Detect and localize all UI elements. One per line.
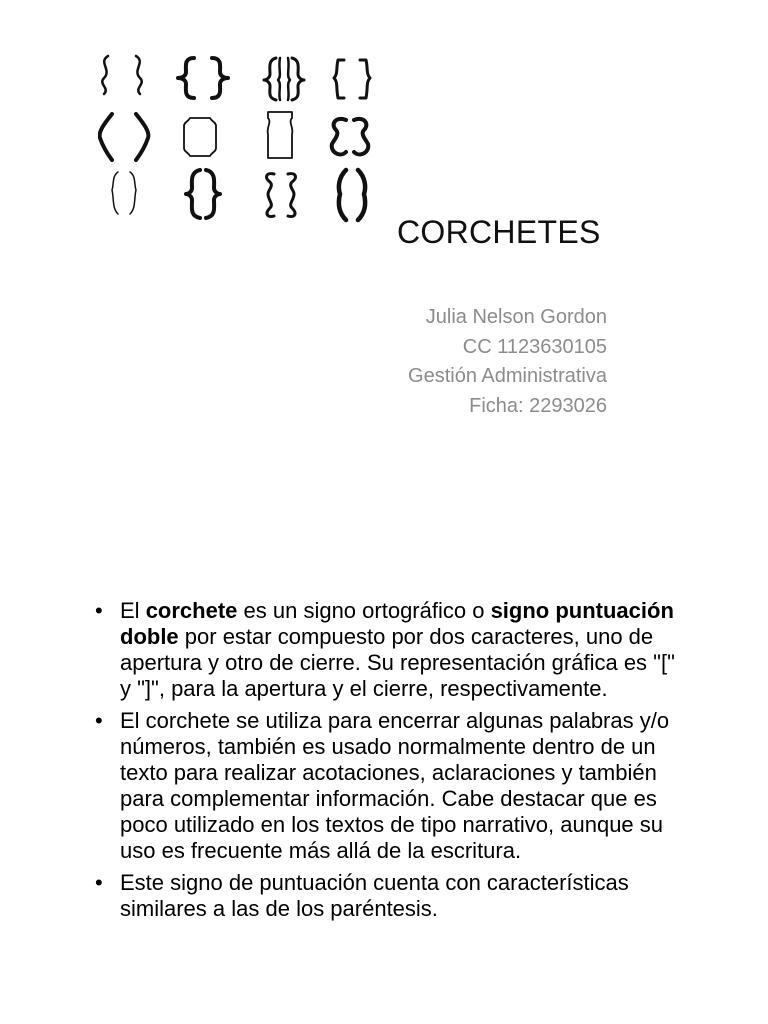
bullet-marker: • xyxy=(95,598,103,623)
bullet-item xyxy=(95,870,685,922)
ornate-bracket-box-icon xyxy=(184,118,216,156)
bullet-marker: • xyxy=(95,708,103,733)
bullet-content xyxy=(95,598,685,928)
curly-brace-close-icon xyxy=(212,58,228,98)
curly-brace-open-icon xyxy=(178,58,194,98)
wavy-bracket-close-icon xyxy=(136,56,142,94)
bold-term: corchete xyxy=(145,598,238,623)
slide-title: CORCHETES xyxy=(397,214,601,250)
bullet-text: Este signo de puntuación cuenta con características similares a las de los paréntesis. xyxy=(120,870,629,921)
angle-bracket-close-icon xyxy=(136,114,148,160)
author-name: Julia Nelson Gordon xyxy=(425,306,607,328)
bullet-list xyxy=(95,598,685,922)
bold-term: signo puntuación doble xyxy=(120,598,674,649)
program-name: Gestión Administrativa xyxy=(408,365,607,387)
bold-brace-close-icon xyxy=(206,170,220,218)
bullet-marker: • xyxy=(95,870,103,895)
scroll-bracket-open-icon xyxy=(332,119,346,155)
bullet-item xyxy=(95,708,685,864)
fancy-bracket-open-icon xyxy=(267,174,274,217)
bullet-text: El xyxy=(120,598,146,623)
bullet-item xyxy=(95,598,685,702)
scroll-bracket-close-icon xyxy=(354,119,368,155)
thin-bracket-open-icon xyxy=(112,172,118,214)
angle-bracket-open-icon xyxy=(100,114,112,160)
heavy-bracket-open-icon xyxy=(339,170,346,220)
bold-brace-open-icon xyxy=(186,170,200,218)
author-info xyxy=(408,303,607,421)
square-brace-close-icon xyxy=(360,60,370,98)
double-brace-open-icon xyxy=(264,58,276,100)
wavy-bracket-open-icon xyxy=(102,56,108,94)
bullet-text: El corchete se utiliza para encerrar algunas palabras y/o números, también es usado normalmente dentro de un texto para realizar acotaciones, aclaraciones y también para complementar información. Cabe destacar que es poco utilizado en los textos de tipo narrativo, aunque su uso es frecuente más allá de la escritura. xyxy=(120,708,670,863)
thin-bracket-close-icon xyxy=(130,172,136,214)
bullet-text: es un signo ortográfico o xyxy=(237,598,491,623)
heavy-bracket-close-icon xyxy=(358,170,365,220)
square-brace-open-icon xyxy=(334,60,344,98)
ornate-frame-icon xyxy=(268,112,293,158)
bullet-text: por estar compuesto por dos caracteres, uno de apertura y otro de cierre. Su representación gráfica es "[" y "]", para la apertura y el cierre, respectivamente. xyxy=(120,624,675,701)
ficha-number: Ficha: 2293026 xyxy=(469,394,607,417)
decorative-brackets-illustration xyxy=(98,48,383,226)
double-brace-close-icon xyxy=(292,58,304,100)
fancy-bracket-close-icon xyxy=(288,174,295,217)
author-id: CC 1123630105 xyxy=(462,335,607,358)
